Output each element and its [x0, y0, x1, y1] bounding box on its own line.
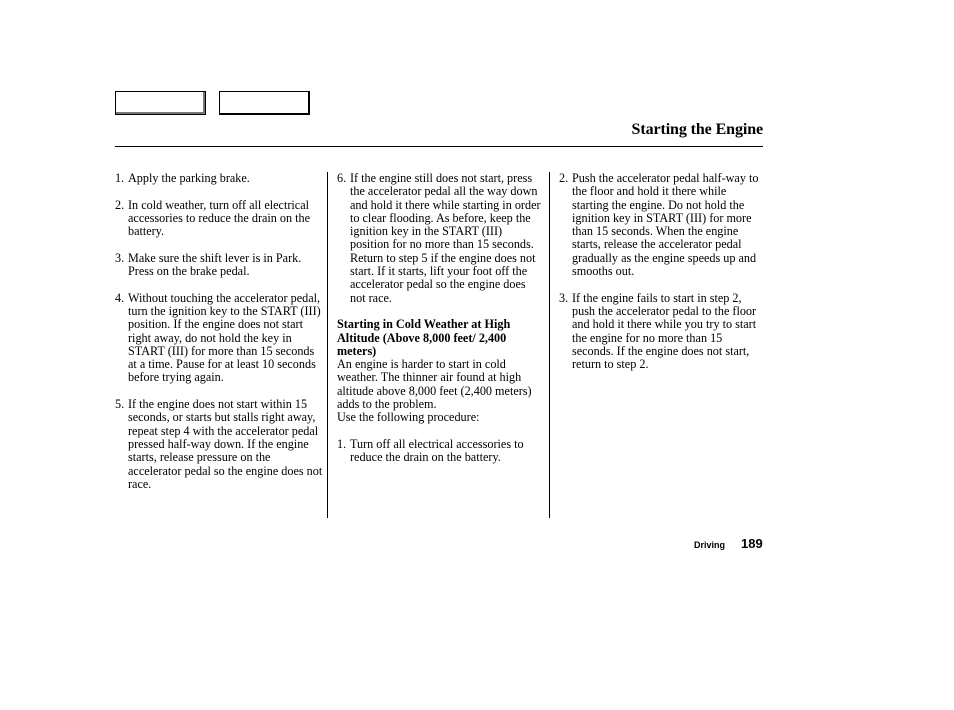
list-number: 4.: [115, 290, 125, 305]
nav-next-button[interactable]: [219, 91, 310, 115]
section-subheading: Starting in Cold Weather at High Altitude (Above 8,000 feet/ 2,400 meters): [337, 317, 511, 358]
list-item: [559, 292, 763, 372]
list-item: [115, 199, 323, 239]
footer-section-label: Driving: [694, 540, 726, 550]
list-number: 2.: [559, 171, 569, 185]
list-text: If the engine fails to start in step 2, push the accelerator pedal to the floor and hold it there while you try to start the engine for no more than 15 seconds. If the engine does not start, return to step 2.: [572, 290, 757, 372]
list-text: In cold weather, turn off all electrical accessories to reduce the drain on the battery.: [128, 197, 311, 239]
list-text: Push the accelerator pedal half-way to the floor and hold it there while starting the engine. Do not hold the ignition key in START (III) for more than 15 seconds. When the engine starts, release the accelerator pedal gradually as the engine speeds up and smooths out.: [572, 171, 759, 279]
list-text: Turn off all electrical accessories to reduce the drain on the battery.: [350, 436, 524, 465]
list-item: [115, 252, 323, 279]
column-1: [115, 172, 323, 504]
column-3: [559, 172, 763, 385]
page-title: Starting the Engine: [631, 121, 763, 138]
intro-paragraph: An engine is harder to start in cold weather. The thinner air found at high altitude above 8,000 feet (2,400 meters) adds to the problem.: [337, 357, 532, 412]
list-number: 3.: [115, 250, 125, 265]
list-item: [559, 172, 763, 278]
list-number: 1.: [115, 171, 125, 185]
list-number: 5.: [115, 397, 125, 412]
list-item: [115, 398, 323, 491]
column-divider: [327, 172, 328, 518]
page-number: 189: [741, 536, 763, 551]
column-divider: [549, 172, 550, 518]
list-text: If the engine still does not start, press the accelerator pedal all the way down and hold it there while starting in order to clear flooding. As before, keep the ignition key in the START (III) position for no more than 15 seconds. Return to step 5 if the engine does not start. If it starts, lift your foot off the accelerator pedal so the engine does not race.: [350, 171, 541, 305]
nav-back-button[interactable]: [115, 91, 206, 115]
list-text: If the engine does not start within 15 seconds, or starts but stalls right away, repeat step 4 with the accelerator pedal pressed half-way down. If the engine starts, release pressure on the accelerator pedal so the engine does not race.: [128, 397, 323, 491]
list-number: 1.: [337, 436, 347, 451]
list-number: 2.: [115, 197, 125, 212]
column-2: [337, 172, 542, 478]
title-rule: [115, 146, 763, 147]
procedure-text: Use the following procedure:: [337, 410, 480, 425]
list-item: [115, 172, 323, 185]
list-text: Make sure the shift lever is in Park. Press on the brake pedal.: [128, 250, 302, 279]
list-number: 6.: [337, 171, 347, 185]
list-item: [337, 438, 542, 465]
list-text: Apply the parking brake.: [128, 171, 250, 185]
list-item: [337, 172, 542, 305]
list-item: [115, 292, 323, 385]
list-number: 3.: [559, 290, 569, 305]
list-text: Without touching the accelerator pedal, turn the ignition key to the START (III) position. If the engine does not start right away, do not hold the key in START (III) for more than 15 seconds at a time. Pause for at least 10 seconds before trying again.: [128, 290, 321, 385]
